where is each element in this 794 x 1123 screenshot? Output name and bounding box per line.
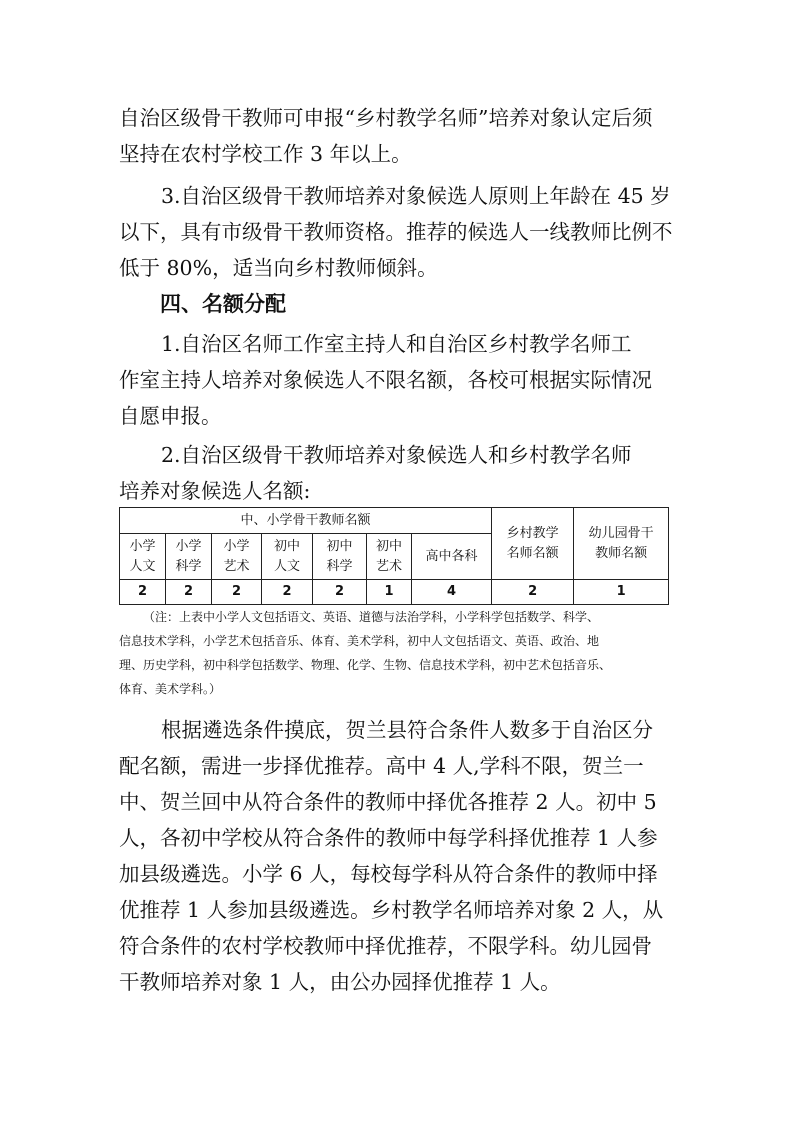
table-header-subject xyxy=(313,534,367,580)
text-line: 作室主持人培养对象候选人不限名额，各校可根据实际情况 xyxy=(119,368,652,392)
header-line: 小学 xyxy=(175,538,202,554)
table-header-rural xyxy=(492,508,574,580)
text-line: 培养对象候选人名额: xyxy=(119,479,311,503)
header-line: 初中 xyxy=(326,538,353,554)
header-line: 教师名额 xyxy=(595,545,648,561)
text-line: 坚持在农村学校工作 3 年以上。 xyxy=(119,142,412,166)
table-header-kindergarten xyxy=(574,508,669,580)
table-cell: 2 xyxy=(212,580,262,605)
header-line: 人文 xyxy=(129,558,156,574)
table-cell: 2 xyxy=(492,580,574,605)
paragraph-item-4-1 xyxy=(119,326,679,434)
table-footnote xyxy=(119,605,675,701)
header-line: 艺术 xyxy=(375,558,402,574)
text-line: 符合条件的农村学校教师中择优推荐，不限学科。幼儿园骨 xyxy=(119,934,652,958)
text-line: 信息技术学科，小学艺术包括音乐、体育、美术学科，初中人文包括语文、英语、政治、地 xyxy=(119,634,600,648)
text-line: （注：上表中小学人文包括语文、英语、道德与法治学科，小学科学包括数学、科学、 xyxy=(143,610,600,624)
text-line: 自治区级骨干教师可申报“乡村教学名师”培养对象认定后须 xyxy=(119,106,653,130)
quota-table xyxy=(119,507,669,605)
table-group-header: 中、小学骨干教师名额 xyxy=(120,508,492,534)
paragraph-allocation-details xyxy=(119,712,679,1000)
table-header-subject xyxy=(262,534,313,580)
header-line: 初中 xyxy=(375,538,402,554)
header-line: 高中各科 xyxy=(425,548,478,564)
text-line: 人，各初中学校从符合条件的教师中每学科择优推荐 1 人参 xyxy=(119,826,658,850)
header-line: 名师名额 xyxy=(506,545,559,561)
text-line: 优推荐 1 人参加县级遴选。乡村教学名师培养对象 2 人，从 xyxy=(119,898,664,922)
table-cell: 1 xyxy=(574,580,669,605)
text-line: 根据遴选条件摸底，贺兰县符合条件人数多于自治区分 xyxy=(161,718,653,742)
header-line: 小学 xyxy=(223,538,250,554)
header-line: 科学 xyxy=(175,558,202,574)
text-line: 2.自治区级骨干教师培养对象候选人和乡村教学名师 xyxy=(161,443,632,467)
paragraph-item-4-2 xyxy=(119,437,679,509)
text-line: 1.自治区名师工作室主持人和自治区乡村教学名师工 xyxy=(161,332,632,356)
paragraph-continuation xyxy=(119,100,679,172)
text-line: 以下，具有市级骨干教师资格。推荐的候选人一线教师比例不 xyxy=(119,220,673,244)
table-cell: 1 xyxy=(367,580,412,605)
header-line: 人文 xyxy=(273,558,300,574)
table-header-subject xyxy=(212,534,262,580)
header-line: 科学 xyxy=(326,558,353,574)
table-cell: 2 xyxy=(166,580,212,605)
header-line: 乡村教学 xyxy=(506,525,559,541)
paragraph-item-3 xyxy=(119,178,679,286)
text-line: 中、贺兰回中从符合条件的教师中择优各推荐 2 人。初中 5 xyxy=(119,790,657,814)
text-line: 低于 80%，适当向乡村教师倾斜。 xyxy=(119,256,438,280)
text-line: 体育、美术学科。） xyxy=(119,682,222,696)
header-line: 初中 xyxy=(273,538,300,554)
table-header-subject xyxy=(166,534,212,580)
header-line: 小学 xyxy=(129,538,156,554)
table-header-subject xyxy=(120,534,166,580)
table-cell: 2 xyxy=(313,580,367,605)
text-line: 配名额，需进一步择优推荐。高中 4 人,学科不限，贺兰一 xyxy=(119,754,644,778)
text-line: 理、历史学科，初中科学包括数学、物理、化学、生物、信息技术学科，初中艺术包括音乐、 xyxy=(119,658,612,672)
table-cell: 2 xyxy=(120,580,166,605)
table-header-subject xyxy=(367,534,412,580)
text-line: 干教师培养对象 1 人，由公办园择优推荐 1 人。 xyxy=(119,970,561,994)
table-cell: 2 xyxy=(262,580,313,605)
header-line: 幼儿园骨干 xyxy=(588,525,654,541)
section-heading: 四、名额分配 xyxy=(160,292,286,316)
text-line: 加县级遴选。小学 6 人，每校每学科从符合条件的教师中择 xyxy=(119,862,658,886)
text-line: 自愿申报。 xyxy=(119,404,222,428)
header-line: 艺术 xyxy=(223,558,250,574)
table-cell: 4 xyxy=(412,580,492,605)
table-header-subject xyxy=(412,534,492,580)
text-line: 3.自治区级骨干教师培养对象候选人原则上年龄在 45 岁 xyxy=(161,184,671,208)
